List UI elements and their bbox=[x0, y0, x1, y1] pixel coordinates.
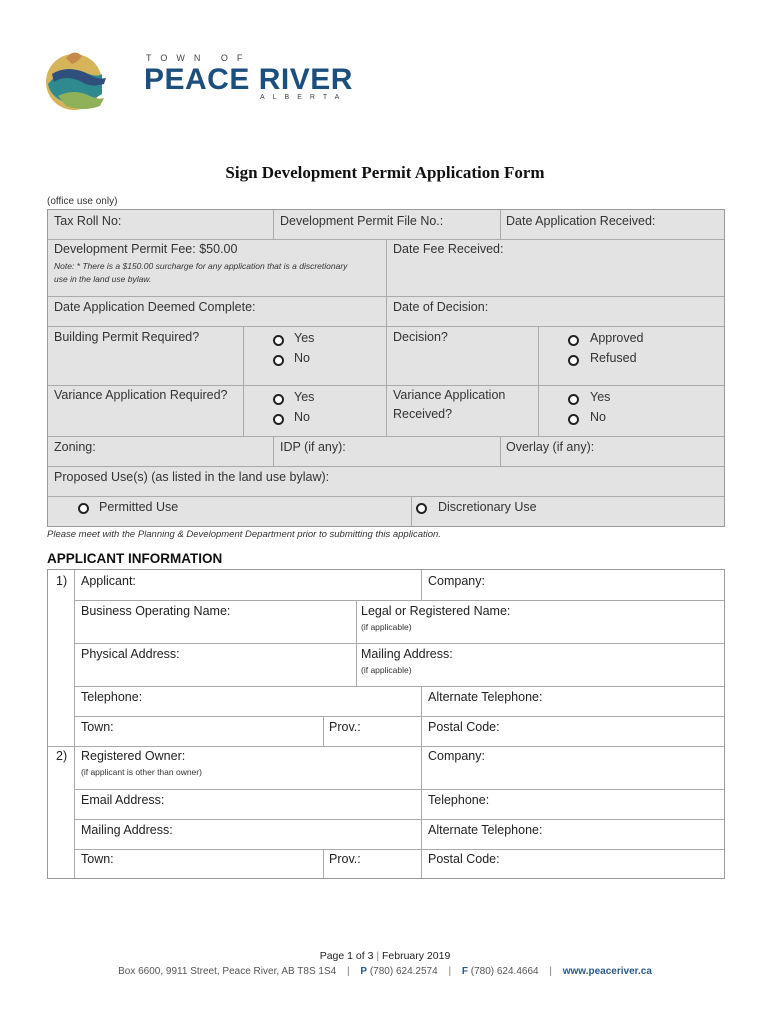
logo-town-of: TOWN OF bbox=[146, 53, 252, 63]
variance-received-no-label: No bbox=[590, 410, 606, 424]
registered-owner-hint: (if applicant is other than owner) bbox=[81, 767, 202, 777]
footer-date: February 2019 bbox=[382, 950, 451, 962]
variance-received-yes-label: Yes bbox=[590, 390, 611, 404]
email-field[interactable]: Email Address: bbox=[81, 793, 165, 807]
phone-label: P bbox=[360, 966, 368, 977]
page-footer: Page 1 of 3 | February 2019 bbox=[319, 950, 451, 962]
overlay-label: Overlay (if any): bbox=[506, 440, 595, 454]
legal-name-field[interactable]: Legal or Registered Name: bbox=[361, 604, 511, 618]
applicant-info-heading: APPLICANT INFORMATION bbox=[47, 551, 223, 566]
decision-approved-label: Approved bbox=[590, 331, 644, 345]
company-field[interactable]: Company: bbox=[428, 574, 485, 588]
building-permit-yes-label: Yes bbox=[294, 331, 315, 345]
owner-postal-code-field[interactable]: Postal Code: bbox=[428, 852, 500, 866]
section-2-number: 2) bbox=[56, 749, 68, 763]
fee-note-line-2: use in the land use bylaw. bbox=[54, 274, 152, 284]
website-link[interactable]: www.peaceriver.ca bbox=[562, 966, 652, 977]
building-permit-label: Building Permit Required? bbox=[54, 330, 200, 344]
owner-mailing-address-field[interactable]: Mailing Address: bbox=[81, 823, 173, 837]
contact-footer: Box 6600, 9911 Street, Peace River, AB T8S 1S4 | P (780) 624.2574 | F (780) 624.4664 | www.peaceriver.ca bbox=[118, 966, 652, 977]
office-use-table bbox=[47, 209, 725, 527]
dp-file-label: Development Permit File No.: bbox=[280, 214, 444, 228]
physical-address-field[interactable]: Physical Address: bbox=[81, 647, 180, 661]
registered-owner-field[interactable]: Registered Owner: bbox=[81, 749, 186, 763]
mailing-address-field[interactable]: Mailing Address: bbox=[361, 647, 453, 661]
proposed-use-label: Proposed Use(s) (as listed in the land use bylaw): bbox=[54, 470, 330, 484]
variance-required-yes-radio[interactable] bbox=[273, 394, 284, 405]
decision-approved-radio[interactable] bbox=[568, 335, 579, 346]
footer-fax: (780) 624.4664 bbox=[470, 966, 539, 977]
variance-required-no-label: No bbox=[294, 410, 310, 424]
variance-received-label-2: Received? bbox=[393, 407, 453, 421]
dp-fee-label: Development Permit Fee: $50.00 bbox=[54, 242, 238, 256]
date-complete-label: Date Application Deemed Complete: bbox=[54, 300, 256, 314]
page-number: Page 1 of 3 bbox=[319, 950, 374, 962]
fee-note-line-1: Note: * There is a $150.00 surcharge for any application that is a discretionary bbox=[54, 261, 348, 271]
decision-label: Decision? bbox=[393, 330, 448, 344]
postal-code-field[interactable]: Postal Code: bbox=[428, 720, 500, 734]
footer-phone: (780) 624.2574 bbox=[369, 966, 438, 977]
zoning-label: Zoning: bbox=[54, 440, 96, 454]
owner-alt-telephone-field[interactable]: Alternate Telephone: bbox=[428, 823, 543, 837]
form-title: Sign Development Permit Application Form bbox=[225, 163, 545, 182]
owner-telephone-field[interactable]: Telephone: bbox=[428, 793, 490, 807]
planning-note: Please meet with the Planning & Development Department prior to submitting this application. bbox=[47, 529, 441, 540]
section-1-number: 1) bbox=[56, 574, 68, 588]
applicant-field[interactable]: Applicant: bbox=[81, 574, 136, 588]
variance-received-yes-radio[interactable] bbox=[568, 394, 579, 405]
telephone-field[interactable]: Telephone: bbox=[81, 690, 143, 704]
date-fee-label: Date Fee Received: bbox=[393, 242, 504, 256]
building-permit-no-label: No bbox=[294, 351, 310, 365]
legal-name-hint: (if applicable) bbox=[361, 622, 412, 632]
decision-refused-radio[interactable] bbox=[568, 355, 579, 366]
mailing-address-hint: (if applicable) bbox=[361, 665, 412, 675]
logo-province: ALBERTA bbox=[260, 94, 348, 101]
town-field[interactable]: Town: bbox=[81, 720, 114, 734]
owner-town-field[interactable]: Town: bbox=[81, 852, 114, 866]
office-use-label: (office use only) bbox=[47, 196, 118, 207]
prov-field[interactable]: Prov.: bbox=[329, 720, 361, 734]
owner-company-field[interactable]: Company: bbox=[428, 749, 485, 763]
variance-required-no-radio[interactable] bbox=[273, 414, 284, 425]
variance-received-no-radio[interactable] bbox=[568, 414, 579, 425]
date-decision-label: Date of Decision: bbox=[393, 300, 489, 314]
permitted-use-radio[interactable] bbox=[78, 503, 89, 514]
variance-received-label-1: Variance Application bbox=[393, 388, 506, 402]
decision-refused-label: Refused bbox=[590, 351, 637, 365]
variance-required-yes-label: Yes bbox=[294, 390, 315, 404]
building-permit-yes-radio[interactable] bbox=[273, 335, 284, 346]
building-permit-no-radio[interactable] bbox=[273, 355, 284, 366]
applicant-table bbox=[47, 569, 725, 879]
date-received-label: Date Application Received: bbox=[506, 214, 656, 228]
business-name-field[interactable]: Business Operating Name: bbox=[81, 604, 231, 618]
idp-label: IDP (if any): bbox=[280, 440, 346, 454]
alt-telephone-field[interactable]: Alternate Telephone: bbox=[428, 690, 543, 704]
discretionary-use-label: Discretionary Use bbox=[438, 500, 537, 514]
discretionary-use-radio[interactable] bbox=[416, 503, 427, 514]
fax-label: F bbox=[461, 966, 468, 977]
variance-required-label: Variance Application Required? bbox=[54, 388, 228, 402]
tax-roll-label: Tax Roll No: bbox=[54, 214, 122, 228]
owner-prov-field[interactable]: Prov.: bbox=[329, 852, 361, 866]
footer-address: Box 6600, 9911 Street, Peace River, AB T8S 1S4 bbox=[118, 966, 337, 977]
logo-name: PEACE RIVER bbox=[144, 63, 353, 96]
permitted-use-label: Permitted Use bbox=[99, 500, 179, 514]
